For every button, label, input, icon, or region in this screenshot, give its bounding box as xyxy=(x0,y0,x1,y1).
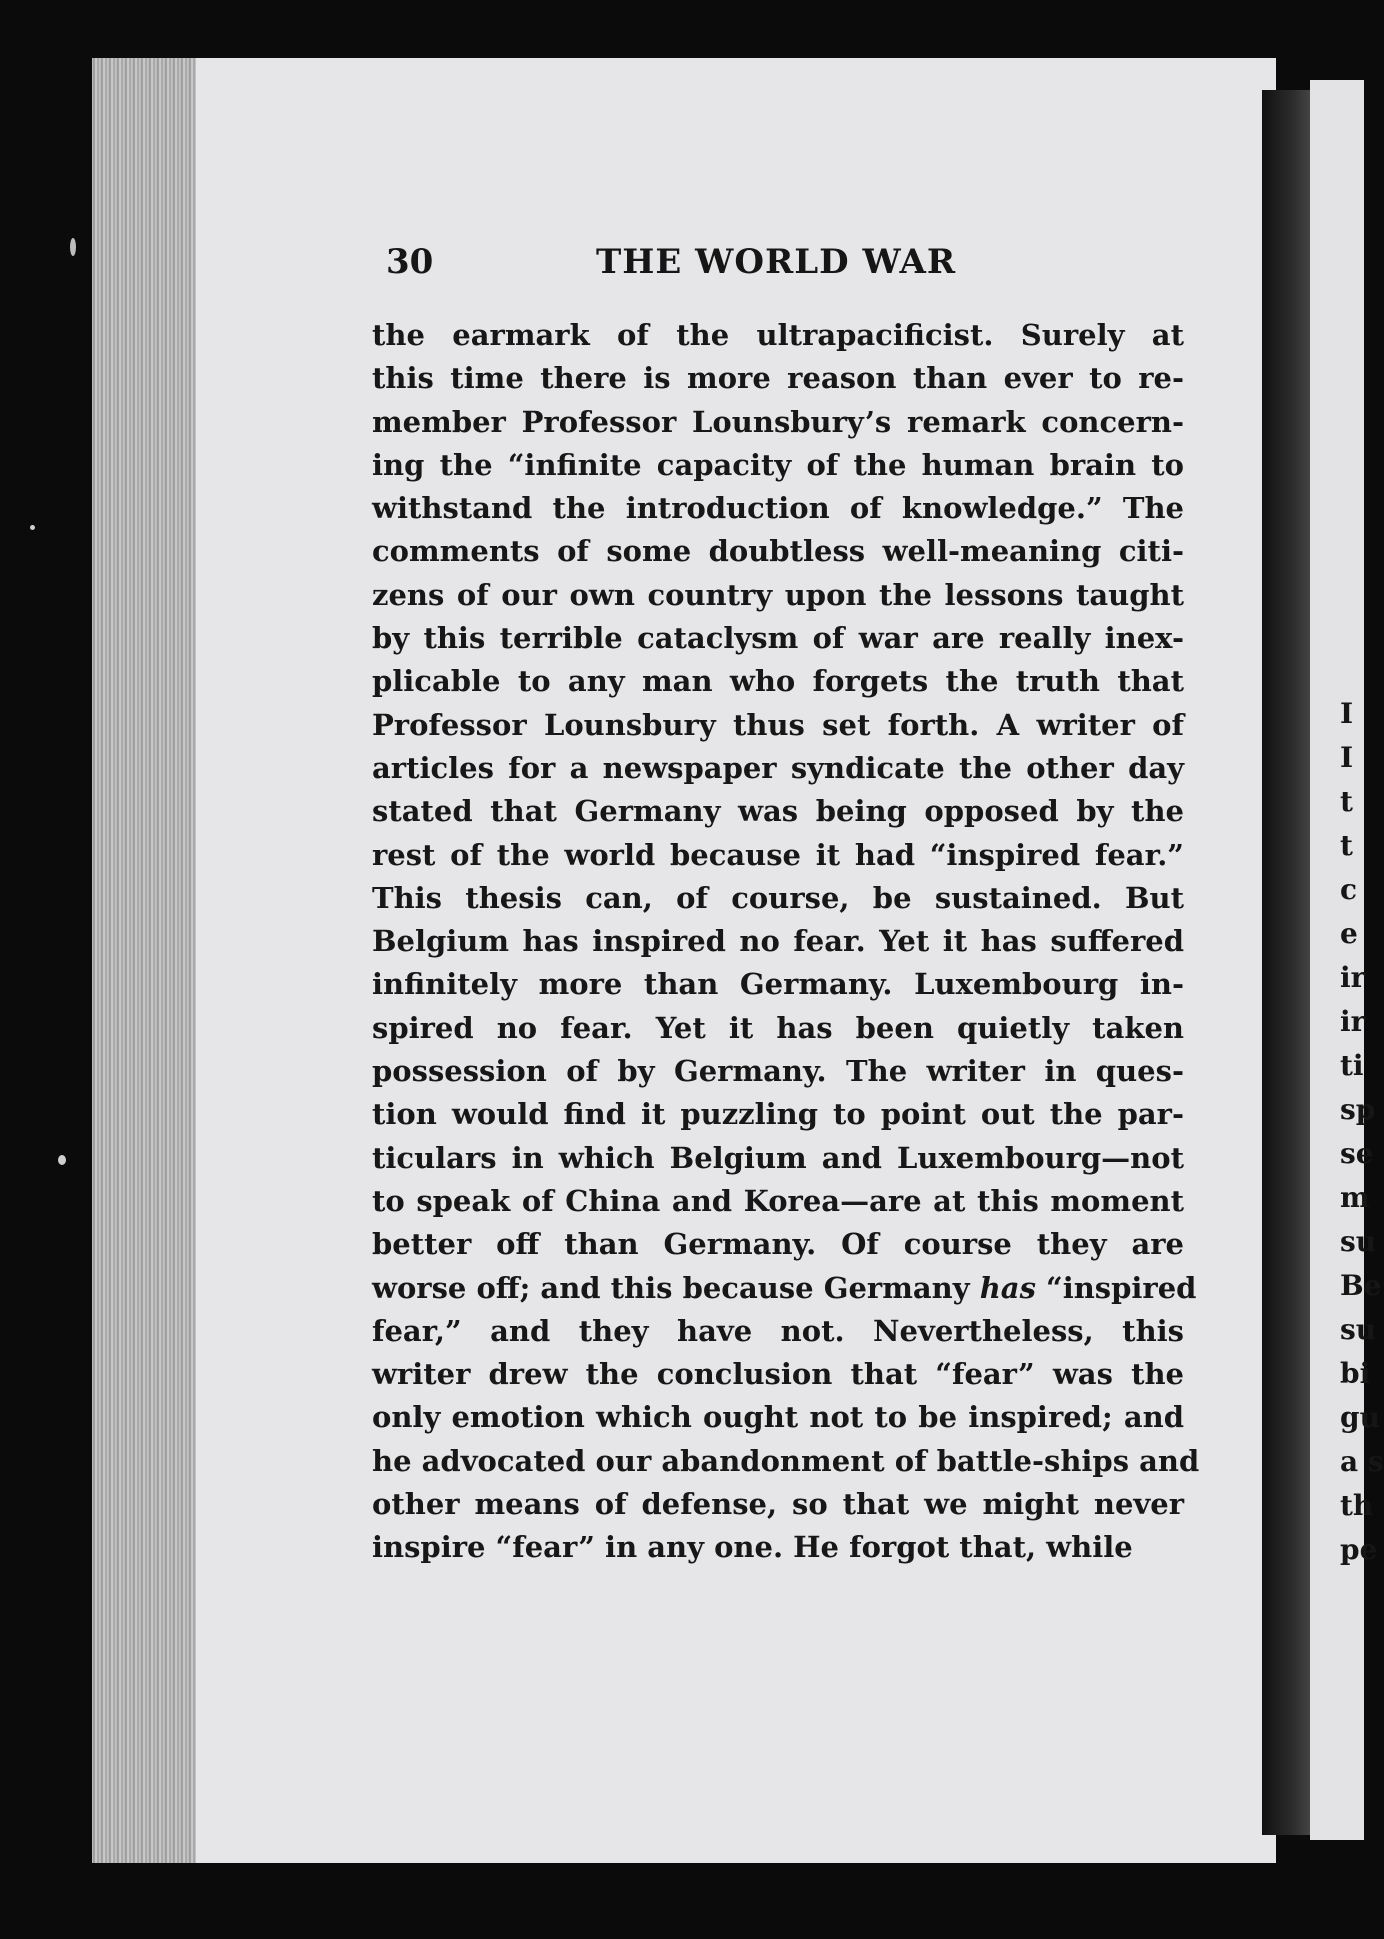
text-line: ticulars in which Belgium and Luxembourg—not xyxy=(372,1140,1184,1175)
text-line: articles for a newspaper syndicate the other day xyxy=(372,750,1184,785)
text-line: stated that Germany was being opposed by the xyxy=(372,794,1184,829)
body-text xyxy=(372,314,1200,1570)
facing-line: c xyxy=(1340,873,1358,906)
text-run: worse off; and this because Germany xyxy=(372,1270,980,1305)
text-line: infinitely more than Germany. Luxembourg in- xyxy=(372,967,1184,1002)
page-edge-leaves xyxy=(92,58,200,1863)
page-number: 30 xyxy=(386,242,434,282)
text-line: withstand the introduction of knowledge.” The xyxy=(372,491,1184,526)
italic-word: has xyxy=(979,1270,1036,1305)
scan-speck xyxy=(70,238,76,256)
text-line: rest of the world because it had “inspired fear.” xyxy=(372,837,1184,872)
text-line: better off than Germany. Of course they are xyxy=(372,1227,1184,1262)
text-line: Professor Lounsbury thus set forth. A writer of xyxy=(372,707,1184,742)
text-line: writer drew the conclusion that “fear” was the xyxy=(372,1357,1184,1392)
text-line: only emotion which ought not to be inspired; and xyxy=(372,1400,1184,1435)
facing-line: ti xyxy=(1340,1049,1364,1082)
facing-line: m xyxy=(1340,1181,1370,1214)
text-line: fear,” and they have not. Nevertheless, this xyxy=(372,1313,1184,1348)
text-line: ing the “infinite capacity of the human brain to xyxy=(372,447,1184,482)
scan-speck xyxy=(30,525,35,530)
text-line: tion would find it puzzling to point out the par- xyxy=(372,1097,1184,1132)
text-run: “inspired xyxy=(1035,1270,1197,1305)
text-line: the earmark of the ultrapacificist. Surely at xyxy=(372,318,1184,352)
text-line: possession of by Germany. The writer in ques- xyxy=(372,1054,1184,1089)
scan-speck xyxy=(58,1155,66,1165)
text-line: inspire “fear” in any one. He forgot that, while xyxy=(372,1530,1133,1565)
facing-line: bi xyxy=(1340,1357,1371,1390)
facing-line: su xyxy=(1340,1225,1377,1258)
running-title: THE WORLD WAR xyxy=(596,242,957,282)
facing-line: a s xyxy=(1340,1445,1384,1478)
facing-line: e xyxy=(1340,917,1358,950)
facing-line: pe xyxy=(1340,1533,1378,1566)
facing-line: th xyxy=(1340,1489,1374,1522)
facing-line: t xyxy=(1340,785,1353,818)
text-line: to speak of China and Korea—are at this moment xyxy=(372,1183,1184,1218)
text-line-italic xyxy=(372,1267,1197,1310)
facing-line: sp xyxy=(1340,1093,1376,1126)
text-line: zens of our own country upon the lessons taught xyxy=(372,577,1184,612)
text-line: Belgium has inspired no fear. Yet it has suffered xyxy=(372,924,1184,959)
facing-line: ir xyxy=(1340,1005,1366,1038)
facing-line: gu xyxy=(1340,1401,1380,1434)
text-line: he advocated our abandonment of battle-ships and xyxy=(372,1443,1200,1478)
text-line: member Professor Lounsbury’s remark concern- xyxy=(372,404,1184,439)
facing-line: ir xyxy=(1340,961,1366,994)
facing-line: I xyxy=(1340,697,1354,730)
book-gutter xyxy=(1262,90,1310,1835)
text-line: spired no fear. Yet it has been quietly taken xyxy=(372,1010,1184,1045)
text-line: This thesis can, of course, be sustained. But xyxy=(372,880,1184,915)
facing-line: su xyxy=(1340,1313,1377,1346)
facing-line: Be xyxy=(1340,1269,1382,1302)
text-line: comments of some doubtless well-meaning citi- xyxy=(372,534,1184,569)
facing-line: t xyxy=(1340,829,1353,862)
text-line: plicable to any man who forgets the truth that xyxy=(372,664,1184,699)
text-line: other means of defense, so that we might never xyxy=(372,1487,1184,1522)
facing-page-text xyxy=(1340,692,1384,1572)
text-line: by this terrible cataclysm of war are really inex- xyxy=(372,621,1184,656)
facing-line: se xyxy=(1340,1137,1374,1170)
text-line: this time there is more reason than ever to re- xyxy=(372,361,1184,396)
facing-line: I xyxy=(1340,741,1354,774)
